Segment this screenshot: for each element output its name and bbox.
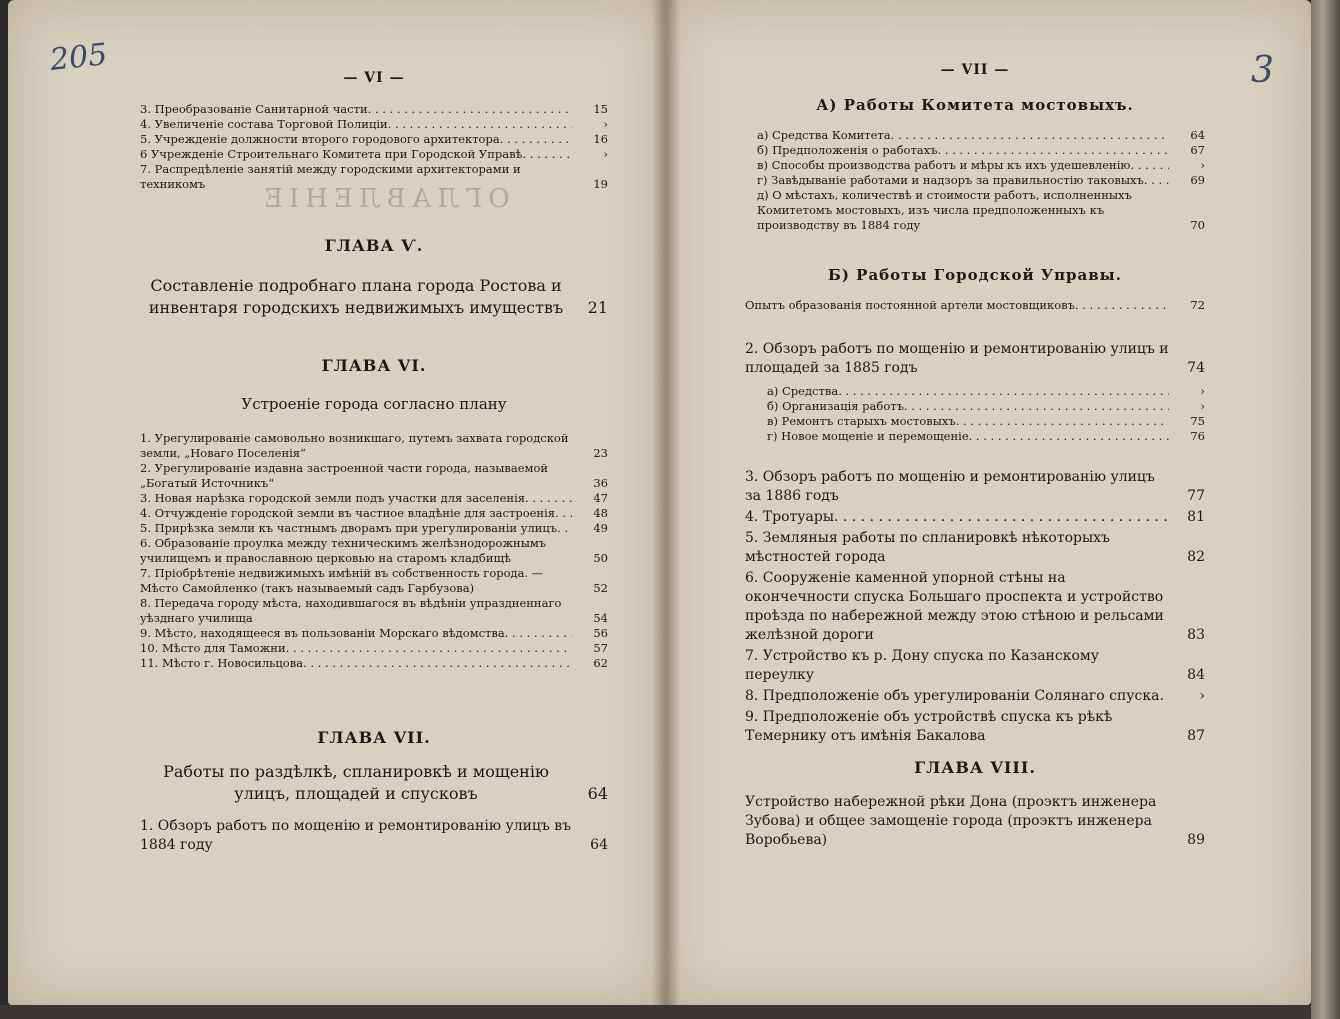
toc-entry: 6. Сооруженіе каменной упорной стѣны на окончечности спуска Большаго проспекта и устройство проѣзда по набережной между этою стѣною и рельсами желѣзной дороги 83: [745, 570, 1205, 643]
toc-entry: 5. Земляныя работы по спланировкѣ нѣкоторыхъ мѣстностей города 82: [745, 530, 1205, 565]
toc-entry: 7. Устройство къ р. Дону спуска по Казанскому переулку 84: [745, 648, 1205, 683]
toc-entry: 3. Обзоръ работъ по мощенію и ремонтированію улицъ за 1886 годъ 77: [745, 469, 1205, 504]
toc-entry: а) Средства . . . ›: [767, 384, 1205, 399]
toc-entry: 4. Увеличеніе состава Торговой Полиціи . . . ›: [140, 117, 608, 132]
toc-entry: г) Завѣдываніе работами и надзоръ за правильностію таковыхъ . . . 69: [757, 173, 1205, 188]
chapter-subtitle: Устроеніе города согласно плану: [241, 395, 507, 413]
chapter-7: [140, 728, 608, 855]
toc-entry: 2. Обзоръ работъ по мощенію и ремонтированію улицъ и площадей за 1885 годъ 74: [745, 341, 1205, 376]
item-2: [745, 340, 1205, 444]
chapter-5: [140, 236, 608, 319]
chapter-heading: ГЛАВА VII.: [317, 728, 431, 747]
toc-entry: г) Новое мощеніе и перемощеніе . . . 76: [767, 429, 1205, 444]
toc-entry: 1. Урегулированіе самовольно возникшаго, путемъ захвата городской земли, „Новаго Поселенія“ 23: [140, 431, 608, 460]
toc-entry: Устройство набережной рѣки Дона (проэктъ инженера Зубова) и общее замощеніе города (проэктъ инженера Воробьева) 89: [745, 794, 1205, 848]
toc-entry: 3. Преобразованіе Санитарной части . . . 15: [140, 102, 608, 117]
toc-entry: б) Организація работъ . . . ›: [767, 399, 1205, 414]
bleedthrough-text: ОГЛАВЛЕНІЕ: [258, 184, 510, 214]
toc-entry: Опытъ образованія постоянной артели мостовщиковъ . . . 72: [745, 298, 1205, 313]
toc-entry: д) О мѣстахъ, количествѣ и стоимости работъ, исполненныхъ Комитетомъ мостовыхъ, изъ числа предположенныхъ къ производству въ 1884 году 70: [757, 188, 1205, 232]
left-page: [8, 0, 663, 1005]
toc-entry: 6 Учрежденіе Строительнаго Комитета при Городской Управѣ . . . ›: [140, 147, 608, 162]
toc-entry: 9. Мѣсто, находящееся въ пользованіи Морскаго вѣдомства . . . 56: [140, 626, 608, 641]
page-edge: [1311, 0, 1340, 1019]
toc-entry: 8. Предположеніе объ урегулированіи Солянаго спуска . . . ›: [745, 687, 1205, 706]
toc-entry: 2. Урегулированіе издавна застроенной части города, называемой „Богатый Источникъ“ 36: [140, 461, 608, 490]
section-title: А) Работы Комитета мостовыхъ.: [816, 96, 1134, 114]
page-number: — VII —: [940, 62, 1010, 78]
section-b: [745, 266, 1205, 313]
toc-entry: 4. Отчужденіе городской земли въ частное владѣніе для застроенія . . . 48: [140, 506, 608, 521]
toc-entry: 5. Учрежденіе должности второго городового архитектора . . . 16: [140, 132, 608, 147]
toc-entry: а) Средства Комитета . . . 64: [757, 128, 1205, 143]
toc-entry: Работы по раздѣлкѣ, спланировкѣ и мощенію улицъ, площадей и спусковъ 64: [163, 762, 608, 803]
section-title: Б) Работы Городской Управы.: [828, 266, 1122, 284]
chapter-heading: ГЛАВА VI.: [321, 356, 427, 375]
toc-entry: в) Способы производства работъ и мѣры къ ихъ удешевленію . . . ›: [757, 158, 1205, 173]
chapter-heading: ГЛАВА VIII.: [914, 758, 1036, 777]
book-gutter: [652, 0, 680, 1005]
toc-entry: 1. Обзоръ работъ по мощенію и ремонтированію улицъ въ 1884 году 64: [140, 818, 608, 853]
toc-entry: 3. Новая нарѣзка городской земли подъ участки для заселенія . . . 47: [140, 491, 608, 506]
background-strip: [0, 1005, 1340, 1019]
toc-entry: 5. Прирѣзка земли къ частнымъ дворамъ при урегулированіи улицъ . . . 49: [140, 521, 608, 536]
right-page: [663, 0, 1311, 1005]
items-3-to-9: [745, 468, 1205, 746]
page-number: — VI —: [343, 70, 405, 86]
chapter-8: [745, 758, 1205, 850]
chapter-heading: ГЛАВА Ѵ.: [324, 236, 424, 255]
toc-entry: Составленіе подробнаго плана города Ростова и инвентаря городскихъ недвижимыхъ имуществъ 21: [148, 276, 608, 317]
toc-entry: 9. Предположеніе объ устройствѣ спуска къ рѣкѣ Темернику отъ имѣнія Бакалова 87: [745, 709, 1205, 744]
handwritten-page-number: 205: [48, 37, 109, 78]
toc-entry: 7. Пріобрѣтеніе недвижимыхъ имѣній въ собственность города. — Мѣсто Самойленко (такъ называемый садъ Гарбузова) 52: [140, 566, 608, 595]
toc-entry: 7. Распредѣленіе занятій между городскими архитекторами и техникомъ 19: [140, 162, 608, 191]
toc-entry: 8. Передача городу мѣста, находившагося въ вѣдѣніи упраздненнаго уѣзднаго училища 54: [140, 596, 608, 625]
chapter-6: [140, 356, 608, 671]
toc-entry: в) Ремонтъ старыхъ мостовыхъ . . . 75: [767, 414, 1205, 429]
top-items-list: [140, 102, 608, 192]
toc-entry: 6. Образованіе проулка между техническимъ желѣзнодорожнымъ училищемъ и православною церковью на старомъ кладбищѣ 50: [140, 536, 608, 565]
handwritten-page-number: 3: [1251, 50, 1274, 91]
section-a: [745, 96, 1205, 233]
toc-entry: 10. Мѣсто для Таможни . . . 57: [140, 641, 608, 656]
toc-entry: б) Предположенія о работахъ . . . 67: [757, 143, 1205, 158]
toc-entry: 11. Мѣсто г. Новосильцова . . . 62: [140, 656, 608, 671]
toc-entry: 4. Тротуары . . . 81: [745, 508, 1205, 527]
